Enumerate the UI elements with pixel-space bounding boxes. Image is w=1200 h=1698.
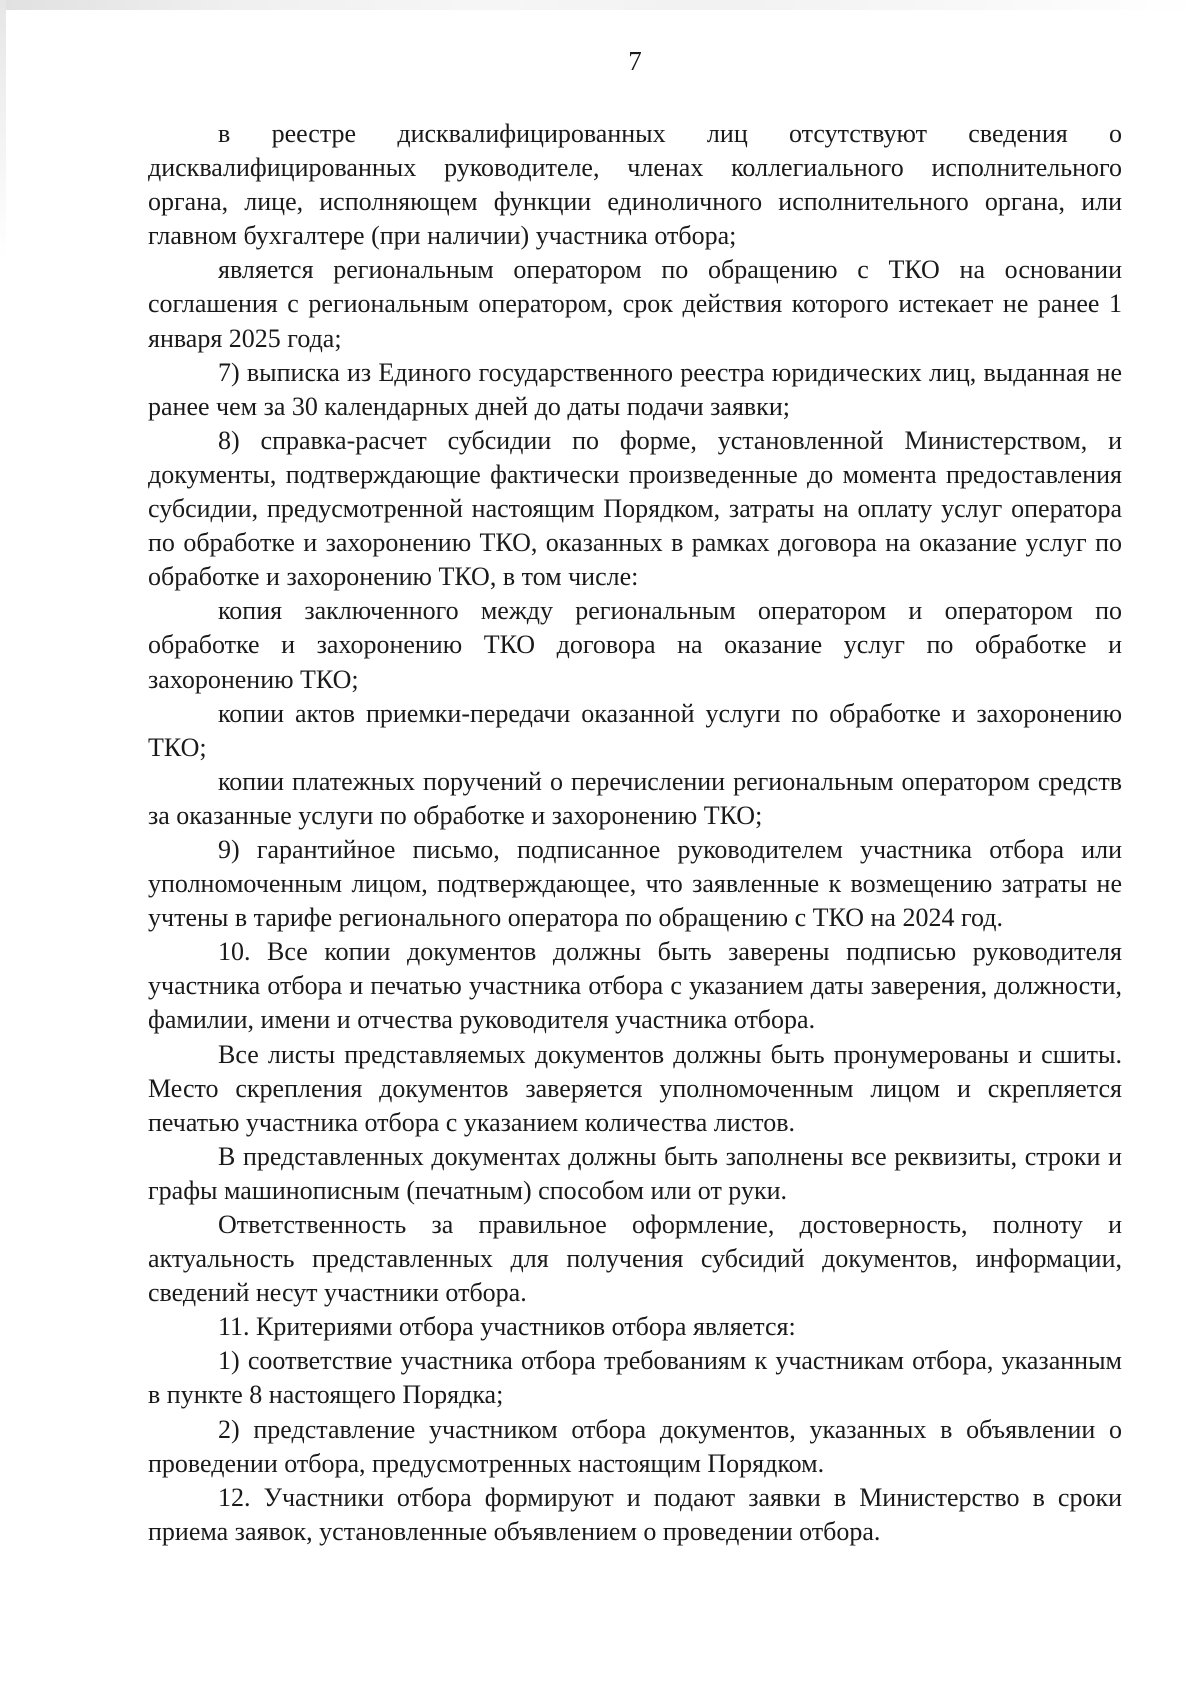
- paragraph-contract-copy: копия заключенного между региональным оператором и оператором по обработке и захоронению ТКО договора на оказание услуг по обработке и захоронению ТКО;: [148, 596, 1122, 694]
- paragraph-item-8: 8) справка-расчет субсидии по форме, установленной Министерством, и документы, подтверждающие фактически произведенные до момента предоставления субсидии, предусмотренной настоящим Порядком, затраты на оплату услуг оператора по обработке и захоронению ТКО, оказанных в рамках договора на оказание услуг по обработке и захоронению ТКО, в том числе:: [148, 425, 1122, 592]
- paragraph-item-7: 7) выписка из Единого государственного реестра юридических лиц, выданная не ранее чем за 30 календарных дней до даты подачи заявки;: [148, 357, 1122, 421]
- paragraph-criterion-2: 2) представление участником отбора документов, указанных в объявлении о проведении отбора, предусмотренных настоящим Порядком.: [148, 1414, 1122, 1478]
- paragraph-numbered-sheets: Все листы представляемых документов должны быть пронумерованы и сшиты. Место скрепления документов заверяется уполномоченным лицом и скрепляется печатью участника отбора с указанием количества листов.: [148, 1039, 1122, 1137]
- paragraph-disqualified-registry: в реестре дисквалифицированных лиц отсутствуют сведения о дисквалифицированных руководителе, членах коллегиального исполнительного органа, лице, исполняющем функции единоличного исполнительного органа, или главном бухгалтере (при наличии) участника отбора;: [148, 119, 1122, 251]
- paragraph-regional-operator: является региональным оператором по обращению с ТКО на основании соглашения с региональным оператором, срок действия которого истекает не ранее 1 января 2025 года;: [148, 255, 1122, 353]
- paragraph-item-10: 10. Все копии документов должны быть заверены подписью руководителя участника отбора и печатью участника отбора с указанием даты заверения, должности, фамилии, имени и отчества руководителя участника отбора.: [148, 937, 1122, 1035]
- scan-edge-shading: [0, 0, 1200, 10]
- paragraph-responsibility: Ответственность за правильное оформление, достоверность, полноту и актуальность представленных для получения субсидий документов, информации, сведений несут участники отбора.: [148, 1210, 1122, 1308]
- paragraph-item-11: 11. Критериями отбора участников отбора является:: [218, 1312, 796, 1342]
- paragraph-item-9: 9) гарантийное письмо, подписанное руководителем участника отбора или уполномоченным лицом, подтверждающее, что заявленные к возмещению затраты не учтены в тарифе регионального оператора по обращению с ТКО на 2024 год.: [148, 834, 1122, 933]
- paragraph-acceptance-acts: копии актов приемки-передачи оказанной услуги по обработке и захоронению ТКО;: [148, 698, 1122, 762]
- paragraph-criterion-1: 1) соответствие участника отбора требованиям к участникам отбора, указанным в пункте 8 настоящего Порядка;: [148, 1346, 1122, 1410]
- paragraph-payment-orders: копии платежных поручений о перечислении региональным оператором средств за оказанные услуги по обработке и захоронению ТКО;: [148, 766, 1122, 830]
- page-number: 7: [628, 46, 642, 76]
- scan-margin-shading: [0, 0, 6, 260]
- paragraph-item-12: 12. Участники отбора формируют и подают заявки в Министерство в сроки приема заявок, установленные объявлением о проведении отбора.: [148, 1482, 1122, 1546]
- document-body: [148, 117, 1122, 1549]
- paragraph-requisites: В представленных документах должны быть заполнены все реквизиты, строки и графы машинописным (печатным) способом или от руки.: [148, 1141, 1122, 1205]
